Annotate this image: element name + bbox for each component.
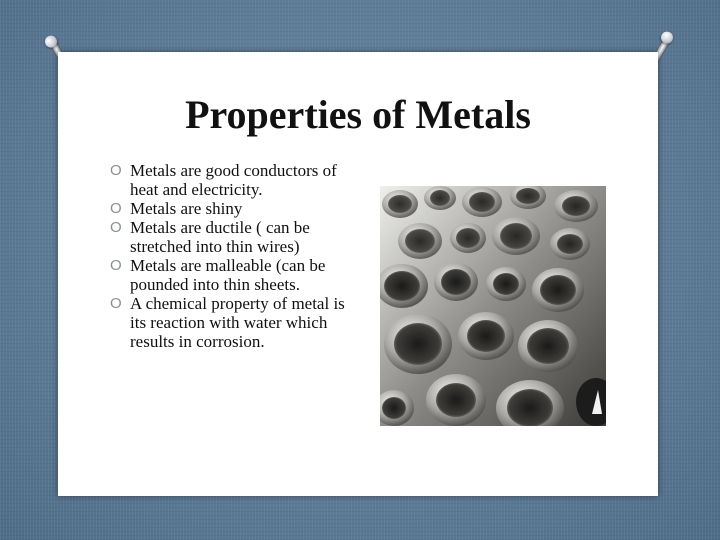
bullet-text: Metals are malleable (can be pounded into thin sheets. [130, 256, 326, 294]
slide-title: Properties of Metals [185, 92, 531, 137]
bullet-marker-icon: O [110, 295, 122, 312]
bullet-item [110, 199, 350, 218]
bullet-marker-icon: O [110, 219, 122, 236]
metal-pipes-photo [380, 186, 606, 426]
bullet-text: Metals are shiny [130, 199, 243, 218]
bullet-item [110, 256, 350, 294]
bullet-text: A chemical property of metal is its reaction with water which results in corrosion. [130, 294, 345, 351]
bullet-text: Metals are ductile ( can be stretched into thin wires) [130, 218, 310, 256]
bullet-marker-icon: O [110, 257, 122, 274]
bullet-item [110, 294, 350, 351]
bullet-marker-icon: O [110, 162, 122, 179]
bullet-marker-icon: O [110, 200, 122, 217]
bullet-item [110, 218, 350, 256]
bullet-item [110, 161, 350, 199]
bullet-list [110, 161, 350, 351]
bullet-text: Metals are good conductors of heat and electricity. [130, 161, 337, 199]
